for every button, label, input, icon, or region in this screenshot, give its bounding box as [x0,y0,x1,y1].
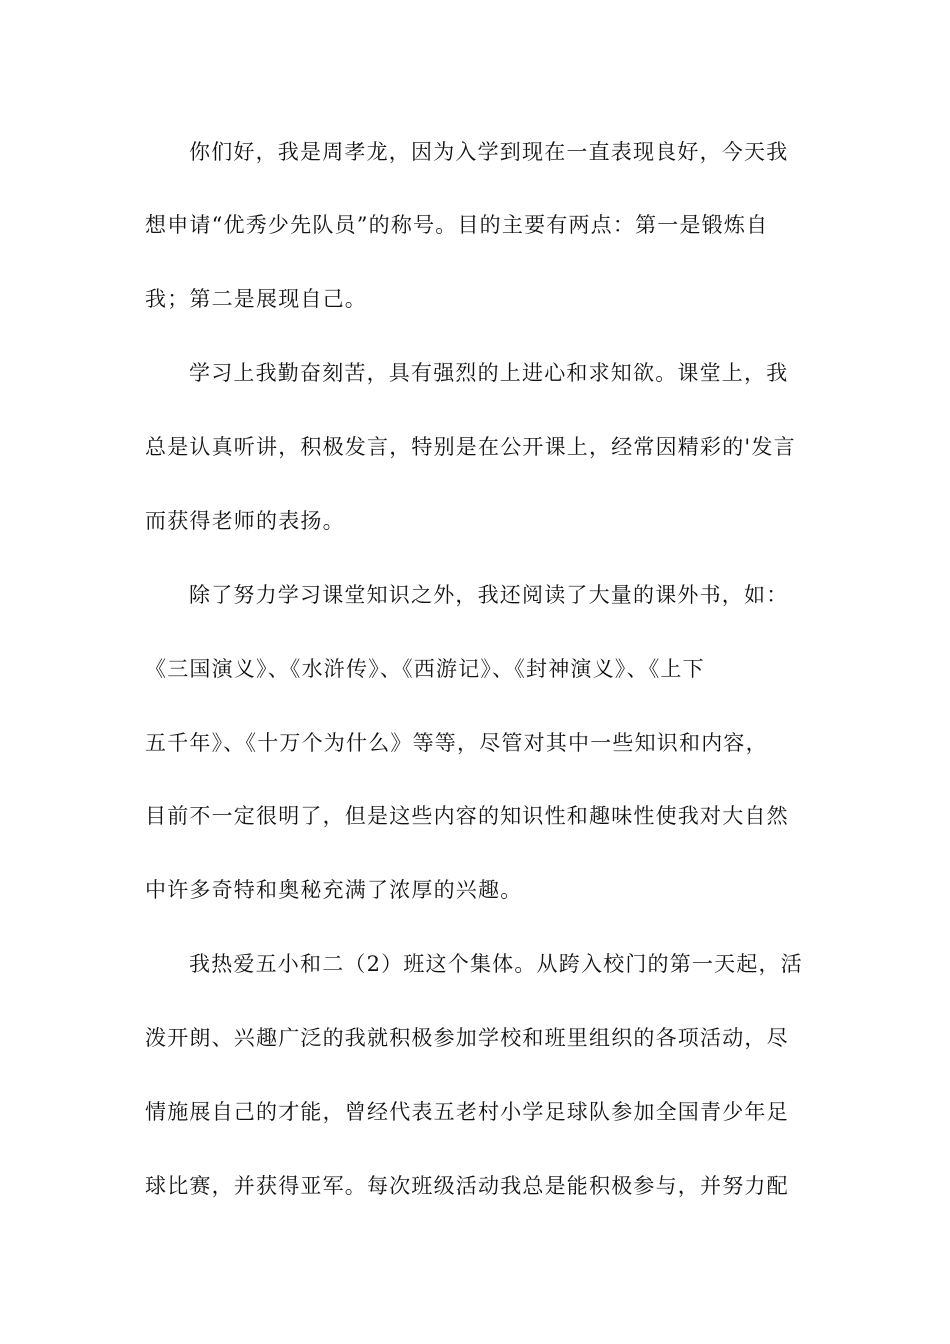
paragraph-1-line-3: 我；第二是展现自己。 [145,287,367,311]
paragraph-4-line-3: 情施展自己的才能，曾经代表五老村小学足球队参加全国青少年足 [145,1100,789,1124]
paragraph-1-line-2: 想申请“优秀少先队员”的称号。目的主要有两点：第一是锻炼自 [145,213,769,237]
paragraph-3-line-1: 除了努力学习课堂知识之外，我还阅读了大量的课外书，如： [189,583,789,607]
paragraph-4-line-4: 球比赛，并获得亚军。每次班级活动我总是能积极参与，并努力配 [145,1174,789,1198]
paragraph-2-line-3: 而获得老师的表扬。 [145,509,345,533]
paragraph-2-line-1: 学习上我勤奋刻苦，具有强烈的上进心和求知欲。课堂上，我 [189,361,789,385]
paragraph-1-line-1: 你们好，我是周孝龙，因为入学到现在一直表现良好，今天我 [189,140,789,164]
paragraph-3-line-2: 《三国演义》、《水浒传》、《西游记》、《封神演义》、《上下 [145,657,705,681]
paragraph-2-line-2: 总是认真听讲，积极发言，特别是在公开课上，经常因精彩的'发言 [145,435,796,459]
paragraph-3-line-5: 中许多奇特和奥秘充满了浓厚的兴趣。 [145,878,523,902]
paragraph-3-line-3: 五千年》、《十万个为什么》等等，尽管对其中一些知识和内容， [145,731,768,755]
paragraph-3-line-4: 目前不一定很明了，但是这些内容的知识性和趣味性使我对大自然 [145,804,789,828]
paragraph-4-line-2: 泼开朗、兴趣广泛的我就积极参加学校和班里组织的各项活动，尽 [145,1026,789,1050]
paragraph-4-line-1: 我热爱五小和二（2）班这个集体。从跨入校门的第一天起，活 [189,952,803,976]
